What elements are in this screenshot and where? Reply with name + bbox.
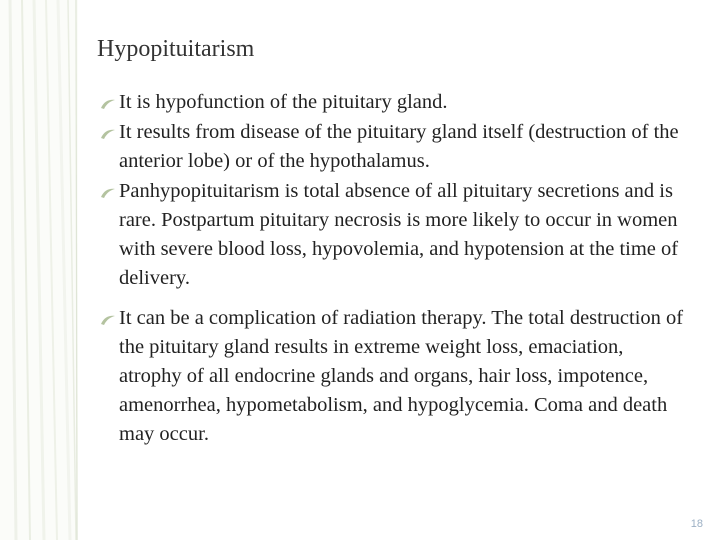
bullet-text: It is hypofunction of the pituitary gland. (119, 91, 448, 113)
bullet-item (100, 177, 685, 293)
bullet-text: It can be a complication of radiation therapy. The total destruction of the pituitary gland results in extreme weight loss, emaciation, atrophy of all endocrine glands and organs, hair loss, impotence, amenorrhea, hypometabolism, and hypoglycemia. Coma and death may occur. (119, 307, 684, 445)
slide-number: 18 (690, 518, 703, 530)
bullet-text: It results from disease of the pituitary gland itself (destruction of the anterior lobe) or of the hypothalamus. (119, 121, 679, 172)
swoosh-bullet-icon (100, 98, 116, 110)
bullet-text: Panhypopituitarism is total absence of all pituitary secretions and is rare. Postpartum pituitary necrosis is more likely to occur in women with severe blood loss, hypovolemia, and hypotension at the time of delivery. (119, 180, 679, 289)
bullet-item (100, 304, 685, 449)
slide-title: Hypopituitarism (97, 36, 255, 62)
bullet-item (100, 118, 685, 176)
swoosh-bullet-icon (100, 187, 116, 199)
background-decoration (0, 0, 78, 540)
swoosh-bullet-icon (100, 314, 116, 326)
swoosh-bullet-icon (100, 128, 116, 140)
bullet-list (100, 88, 685, 450)
bullet-item (100, 88, 685, 117)
